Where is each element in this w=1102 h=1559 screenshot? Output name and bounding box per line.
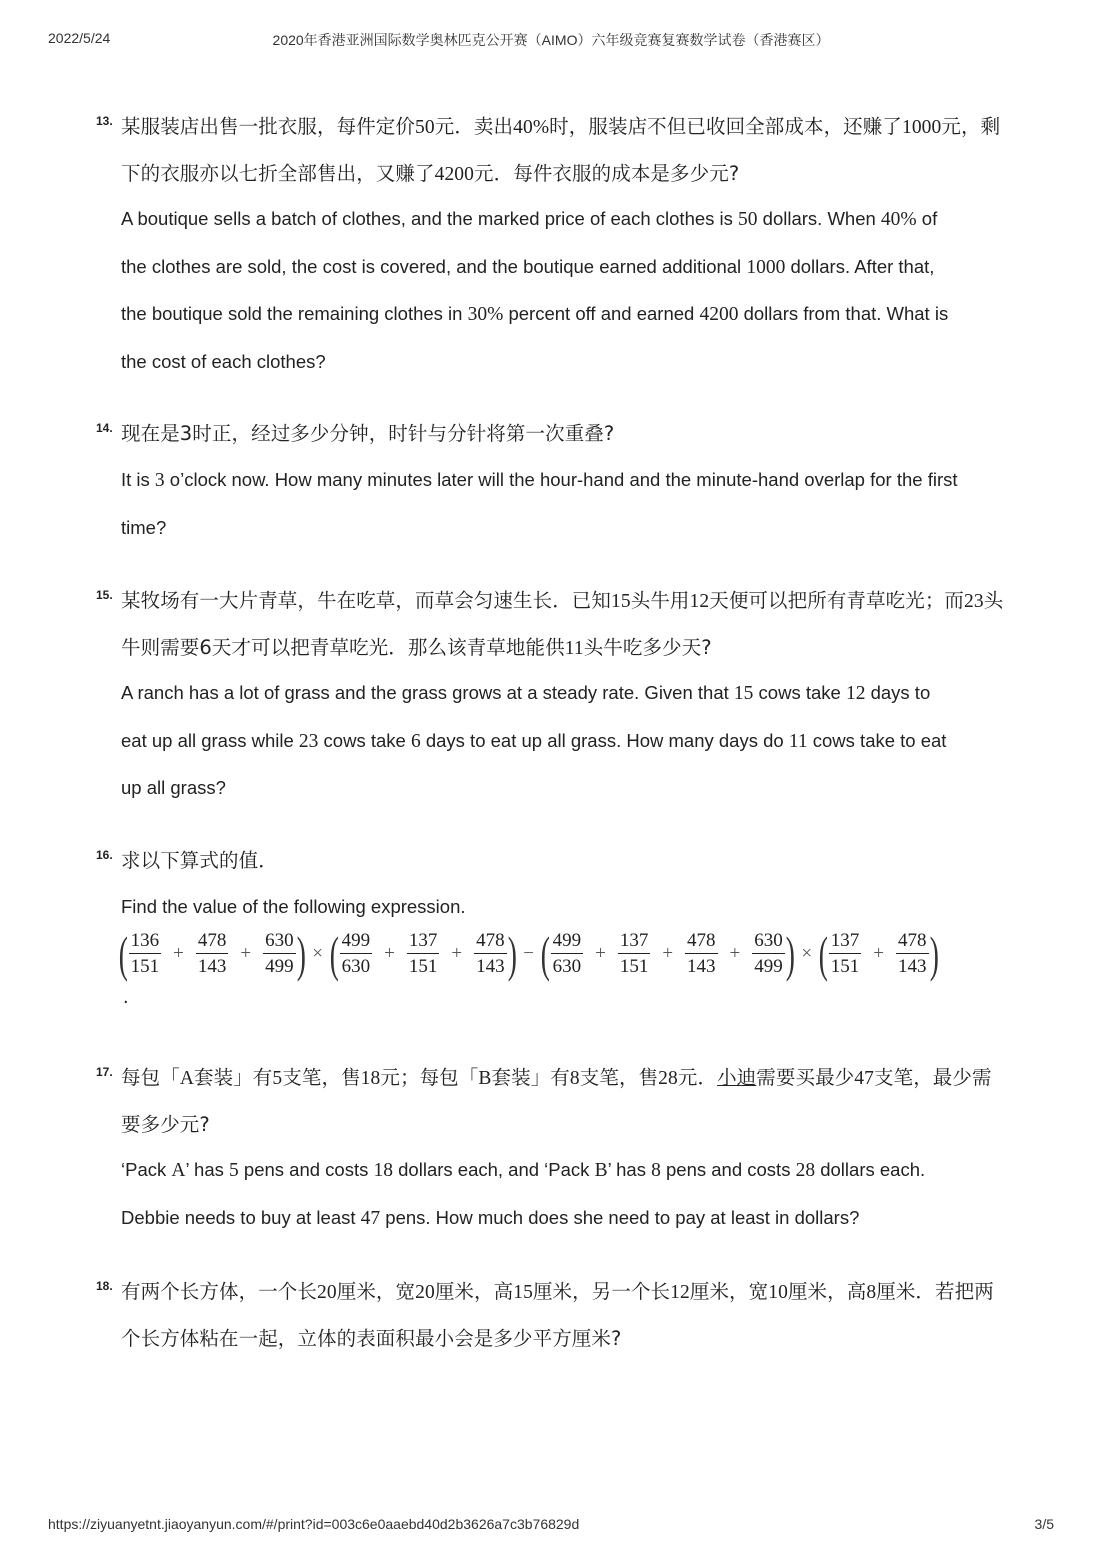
question-text-cn: 某牧场有一大片青草，牛在吃草，而草会匀速生长．已知15头牛用12天便可以把所有青草吃光；而23头 牛则需要6天才可以把青草吃光．那么该青草地能供11头牛吃多少天? (121, 589, 1004, 659)
fraction: $\frac{499}{630}$ (552, 930, 582, 977)
fraction: $\frac{630}{499}$ (754, 930, 783, 977)
expression-end-period: . (123, 986, 129, 1008)
question-number: 18. (96, 1279, 113, 1293)
fraction: $\frac{478}{143}$ (687, 930, 716, 977)
question-text-en: A ranch has a lot of grass and the grass grows at a steady rate. Given that 15 cows take 12 days to eat up all grass while 23 cows take 6 days to eat up all grass. How many days do 11 cows take to eat up all grass? (121, 682, 947, 798)
page-number: 3/5 (1034, 1516, 1054, 1532)
question-number: 17. (96, 1065, 113, 1079)
question-text-cn: 每包「A套装」有5支笔，售18元；每包「B套装」有8支笔，售28元．小迪需要买最少47支笔，最少需 要多少元? (121, 1066, 992, 1136)
fraction: $\frac{137}{151}$ (408, 930, 438, 977)
fraction: $\frac{478}{143}$ (898, 930, 927, 977)
question-number: 15. (96, 588, 113, 602)
question-text-cn: 某服装店出售一批衣服，每件定价50元．卖出40%时，服装店不但已收回全部成本，还赚了1000元，剩 下的衣服亦以七折全部售出，又赚了4200元．每件衣服的成本是多少元? (121, 115, 1001, 185)
question-text-en: A boutique sells a batch of clothes, and the marked price of each clothes is 50 dollars. When 40% of the clothes are sold, the cost is covered, and the boutique earned additional 1000 dollars. After that, the boutique sold the remaining clothes in 30% percent off and earned 4200 dollars from that. What is the cost of each clothes? (121, 208, 949, 372)
print-date: 2022/5/24 (48, 30, 111, 46)
page-url[interactable]: https://ziyuanyetnt.jiaoyanyun.com/#/print?id=003c6e0aaebd40d2b3626a7c3b76829d (48, 1516, 580, 1532)
fraction: $\frac{478}{143}$ (197, 930, 227, 977)
fraction: $\frac{136}{151}$ (130, 930, 160, 977)
question-text-en: ‘Pack A’ has 5 pens and costs 18 dollars each, and ‘Pack B’ has 8 pens and costs 28 dollars each. Debbie needs to buy at least 47 pens. How much does she need to pay at least in dollars? (121, 1159, 926, 1229)
fraction: $\frac{137}{151}$ (619, 930, 649, 977)
math-expression: ( $\frac{136}{151}$ + $\frac{478}{143}$ + $\frac{630}{499}$ ) × ( $\frac{499}{630}$ + $\frac{137}{151}$ + $\frac{478}{143}$ ) − ( $\frac{499}{630}$ + $\frac{137}{151}$ + $\frac{478}{143}$ + $\frac{630}{499}$ ) × ( $\frac{137}{151}$ + $\frac{478}{143}$ ) (118, 926, 939, 982)
question-text-cn: 求以下算式的值． (121, 849, 278, 872)
fraction: $\frac{478}{143}$ (476, 930, 505, 977)
question-text-cn: 现在是3时正，经过多少分钟，时针与分针将第一次重叠? (121, 422, 615, 445)
fraction: $\frac{630}{499}$ (265, 930, 294, 977)
question-number: 13. (96, 114, 113, 128)
name-underlined: 小迪 (717, 1066, 757, 1089)
fraction: $\frac{499}{630}$ (341, 930, 371, 977)
question-text-en: Find the value of the following expression. (121, 896, 466, 917)
question-number: 14. (96, 421, 113, 435)
question-number: 16. (96, 848, 113, 862)
fraction: $\frac{137}{151}$ (830, 930, 860, 977)
page-title: 2020年香港亚洲国际数学奥林匹克公开赛（AIMO）六年级竞赛复赛数学试卷（香港赛区） (272, 32, 830, 48)
question-text-en: It is 3 o’clock now. How many minutes later will the hour-hand and the minute-hand overlap for the first time? (121, 469, 958, 538)
question-text-cn: 有两个长方体，一个长20厘米，宽20厘米，高15厘米，另一个长12厘米，宽10厘米，高8厘米．若把两 个长方体粘在一起，立体的表面积最小会是多少平方厘米? (121, 1280, 994, 1350)
